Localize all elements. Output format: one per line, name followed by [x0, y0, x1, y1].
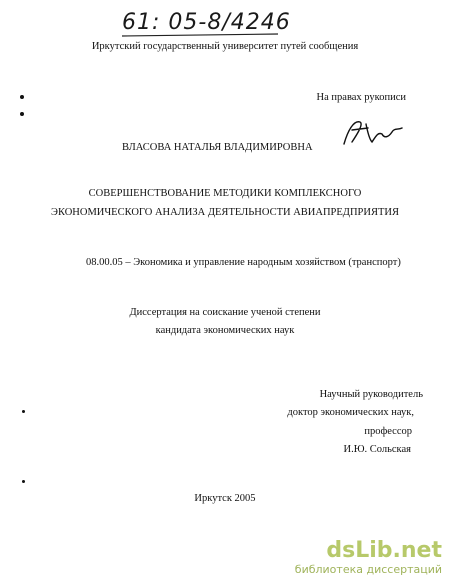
- margin-dot: [22, 480, 25, 483]
- manuscript-rights: На правах рукописи: [316, 92, 406, 103]
- degree-line1: Диссертация на соискание ученой степени: [129, 307, 321, 318]
- watermark-subtitle: библиотека диссертаций: [294, 563, 442, 576]
- margin-dot: [20, 95, 24, 99]
- supervisor-title: профессор: [364, 426, 412, 437]
- university-name: Иркутский государственный университет путей сообщения: [91, 41, 359, 52]
- watermark: [292, 538, 442, 578]
- dissertation-title-line1: СОВЕРШЕНСТВОВАНИЕ МЕТОДИКИ КОМПЛЕКСНОГО: [88, 188, 362, 199]
- specialty-code: 08.00.05 – Экономика и управление народным хозяйством (транспорт): [86, 257, 401, 268]
- author-name: ВЛАСОВА НАТАЛЬЯ ВЛАДИМИРОВНА: [122, 142, 313, 153]
- supervisor-role: Научный руководитель: [319, 389, 423, 400]
- supervisor-degree: доктор экономических наук,: [287, 407, 414, 418]
- author-signature: [338, 112, 408, 152]
- dissertation-title-line2: ЭКОНОМИЧЕСКОГО АНАЛИЗА ДЕЯТЕЛЬНОСТИ АВИАПРЕДПРИЯТИЯ: [51, 207, 399, 218]
- archive-number: 61: 05-8/4246: [122, 10, 291, 35]
- city-year: Иркутск 2005: [194, 493, 256, 504]
- watermark-logo: dsLib.net: [326, 538, 442, 563]
- margin-dot: [20, 112, 24, 116]
- supervisor-name: И.Ю. Сольская: [343, 444, 411, 455]
- margin-dot: [22, 410, 25, 413]
- degree-line2: кандидата экономических наук: [155, 325, 295, 336]
